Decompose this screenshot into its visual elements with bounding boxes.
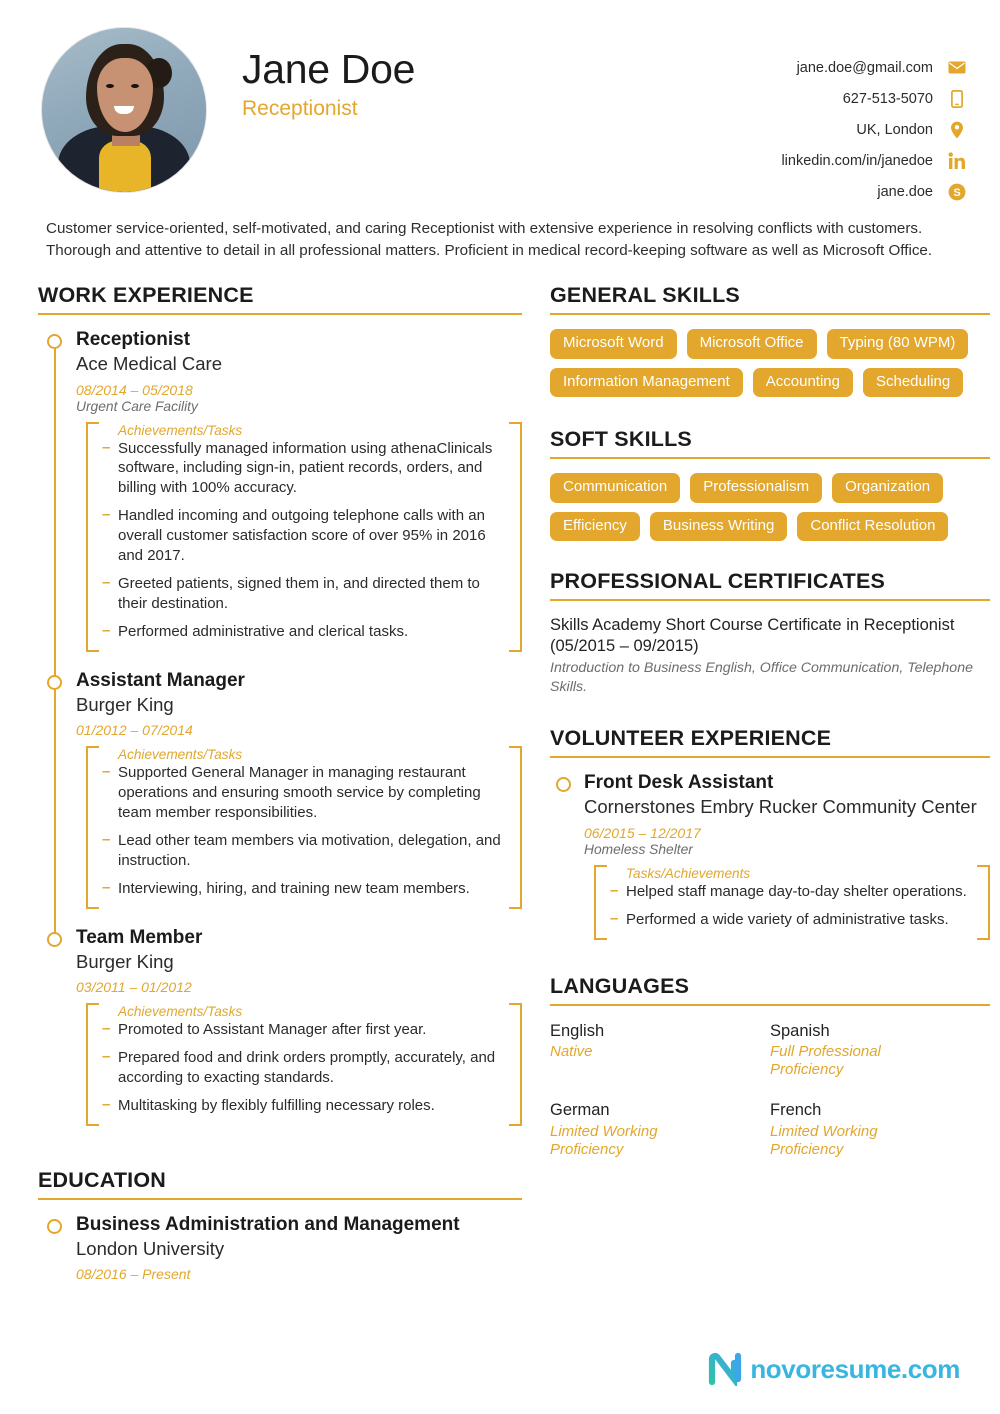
- list-item: – Interviewing, hiring, and training new team members.: [102, 879, 504, 899]
- work-organization: Burger King: [76, 950, 174, 972]
- education-degree: Business Administration and Management: [76, 1214, 460, 1236]
- professional-summary: Customer service-oriented, self-motivated, and caring Receptionist with extensive experience in resolving conflicts with customers. Thorough and attentive to detail in all professional matters. Proficient in medical record-keeping software as well as Microsoft Office.: [46, 220, 933, 259]
- list-item: – Prepared food and drink orders promptly, accurately, and according to exacting standards.: [102, 1048, 504, 1088]
- achievements-list: [102, 1020, 504, 1116]
- contact-skype-text: jane.doe: [877, 183, 933, 200]
- section-divider: [38, 313, 522, 315]
- list-item: – Lead other team members via motivation, delegation, and instruction.: [102, 831, 504, 871]
- contact-phone-text: 627-513-5070: [842, 90, 933, 107]
- contact-linkedin-text: linkedin.com/in/janedoe: [781, 152, 933, 169]
- language-name: German: [550, 1101, 610, 1120]
- timeline-line: [54, 688, 56, 933]
- section-divider: [550, 313, 990, 315]
- work-date-range: 08/2014 – 05/2018: [76, 381, 193, 398]
- section-divider: [550, 756, 990, 758]
- right-column: [550, 283, 990, 1286]
- contact-location-text: UK, London: [856, 121, 933, 138]
- list-item: – Supported General Manager in managing restaurant operations and ensuring smooth service by completing team member responsibilities.: [102, 763, 504, 823]
- skill-chip: Information Management: [550, 368, 743, 398]
- work-date-range: 01/2012 – 07/2014: [76, 722, 193, 739]
- section-title-certificates: PROFESSIONAL CERTIFICATES: [550, 569, 886, 594]
- achievements-list: [102, 763, 504, 899]
- language-level: Limited Working Proficiency: [770, 1123, 878, 1159]
- skill-chip: Professionalism: [690, 473, 822, 503]
- section-divider: [550, 599, 990, 601]
- work-meta: Urgent Care Facility: [76, 398, 198, 414]
- volunteer-role: Front Desk Assistant: [584, 772, 774, 794]
- education-date-range: 08/2016 – Present: [76, 1266, 191, 1283]
- section-title-volunteer: VOLUNTEER EXPERIENCE: [550, 726, 832, 751]
- achievements-list: [102, 439, 504, 642]
- page-title: Jane Doe: [242, 46, 416, 92]
- work-entry: [38, 329, 522, 670]
- language-name: French: [770, 1101, 822, 1120]
- timeline-marker-icon: [47, 932, 62, 947]
- section-certificates: [550, 569, 990, 696]
- list-item: – Helped staff manage day-to-day shelter operations.: [610, 882, 972, 902]
- work-organization: Ace Medical Care: [76, 352, 223, 374]
- work-role: Team Member: [76, 926, 203, 948]
- education-school: London University: [76, 1237, 225, 1259]
- tasks-bracket: [594, 865, 990, 940]
- list-item: – Handled incoming and outgoing telephone calls with an overall customer satisfaction score of over 95% in 2016 and 2017.: [102, 506, 504, 566]
- mobile-phone-icon: [947, 89, 966, 108]
- list-item: – Promoted to Assistant Manager after first year.: [102, 1020, 504, 1040]
- achievements-bracket: [86, 1003, 522, 1126]
- skill-chip: Organization: [832, 473, 943, 503]
- section-general-skills: [550, 283, 990, 397]
- work-role: Receptionist: [76, 329, 191, 351]
- skype-icon: [947, 182, 966, 201]
- section-work-experience: [38, 283, 522, 1126]
- volunteer-entry: [550, 772, 990, 939]
- timeline-marker-icon: [47, 1219, 62, 1234]
- avatar-eye-left: [106, 84, 114, 88]
- work-entry: [38, 670, 522, 927]
- work-date-range: 03/2011 – 01/2012: [76, 979, 192, 996]
- achievements-bracket: [86, 422, 522, 652]
- section-soft-skills: [550, 427, 990, 541]
- list-item: – Multitasking by flexibly fulfilling necessary roles.: [102, 1096, 504, 1116]
- soft-skills-list: [550, 473, 990, 541]
- skill-chip: Typing (80 WPM): [827, 329, 969, 359]
- contact-item-skype[interactable]: [781, 176, 966, 207]
- language-item: [550, 1022, 760, 1080]
- language-level: Full Professional Proficiency: [770, 1043, 881, 1079]
- certificate-title: Skills Academy Short Course Certificate in Receptionist (05/2015 – 09/2015): [550, 616, 955, 656]
- skill-chip: Accounting: [753, 368, 853, 398]
- contact-item-location[interactable]: [781, 114, 966, 145]
- volunteer-meta: Homeless Shelter: [584, 841, 693, 857]
- section-title-work-experience: WORK EXPERIENCE: [38, 283, 254, 308]
- volunteer-organization: Cornerstones Embry Rucker Community Center: [584, 796, 977, 818]
- certificate-description: Introduction to Business English, Office Communication, Telephone Skills.: [550, 660, 973, 695]
- achievements-label: Achievements/Tasks: [118, 747, 243, 763]
- certificate-entry: [550, 615, 990, 696]
- achievements-label: Achievements/Tasks: [118, 1004, 243, 1020]
- section-title-languages: LANGUAGES: [550, 973, 690, 998]
- resume-body: [30, 283, 977, 1286]
- timeline-marker-icon: [47, 675, 62, 690]
- linkedin-icon: [947, 151, 966, 170]
- languages-grid: [550, 1020, 990, 1160]
- location-pin-icon: [947, 120, 966, 139]
- contact-item-linkedin[interactable]: [781, 145, 966, 176]
- novoresume-logo[interactable]: [708, 1352, 960, 1386]
- list-item: – Performed a wide variety of administrative tasks.: [610, 910, 972, 930]
- job-title: Receptionist: [242, 97, 358, 121]
- work-role: Assistant Manager: [76, 669, 245, 691]
- timeline-line: [54, 347, 56, 676]
- skill-chip: Microsoft Word: [550, 329, 677, 359]
- section-education: [38, 1168, 522, 1282]
- skill-chip: Communication: [550, 473, 680, 503]
- education-entry: [38, 1214, 522, 1282]
- section-divider: [550, 1004, 990, 1006]
- contact-email-text: jane.doe@gmail.com: [796, 59, 933, 76]
- contact-list: [781, 22, 970, 207]
- contact-item-phone[interactable]: [781, 83, 966, 114]
- list-item: – Performed administrative and clerical tasks.: [102, 622, 504, 642]
- language-item: [770, 1101, 990, 1159]
- work-organization: Burger King: [76, 693, 174, 715]
- language-level: Limited Working Proficiency: [550, 1123, 658, 1159]
- work-entry: [38, 927, 522, 1126]
- avatar-shirt: [99, 140, 151, 192]
- timeline-marker-icon: [47, 334, 62, 349]
- avatar: [42, 28, 206, 192]
- section-title-education: EDUCATION: [38, 1168, 167, 1193]
- language-name: Spanish: [770, 1021, 830, 1040]
- svg-text:S: S: [952, 186, 961, 199]
- email-icon: [947, 58, 966, 77]
- tasks-list: [610, 882, 972, 930]
- left-column: [30, 283, 522, 1286]
- language-name: English: [550, 1021, 605, 1040]
- language-item: [770, 1022, 990, 1080]
- section-divider: [38, 1198, 522, 1200]
- avatar-eye-right: [131, 84, 139, 88]
- volunteer-date-range: 06/2015 – 12/2017: [584, 824, 701, 841]
- language-item: [550, 1101, 760, 1159]
- section-title-general-skills: GENERAL SKILLS: [550, 283, 740, 308]
- skill-chip: Business Writing: [650, 512, 787, 542]
- name-block: [242, 22, 415, 121]
- skill-chip: Efficiency: [550, 512, 640, 542]
- resume-header: [30, 0, 970, 200]
- timeline-marker-icon: [556, 777, 571, 792]
- skill-chip: Conflict Resolution: [797, 512, 948, 542]
- section-title-soft-skills: SOFT SKILLS: [550, 427, 692, 452]
- achievements-label: Achievements/Tasks: [118, 422, 243, 438]
- general-skills-list: [550, 329, 990, 397]
- novoresume-wordmark: novoresume.com: [750, 1353, 960, 1384]
- list-item: – Successfully managed information using athenaClinicals software, including sign-in, patient records, orders, and billing with 100% accuracy.: [102, 439, 504, 499]
- achievements-bracket: [86, 746, 522, 909]
- list-item: – Greeted patients, signed them in, and directed them to their destination.: [102, 574, 504, 614]
- language-level: Native: [550, 1043, 593, 1061]
- section-divider: [550, 457, 990, 459]
- skill-chip: Scheduling: [863, 368, 963, 398]
- novoresume-mark-icon: [708, 1352, 742, 1386]
- contact-item-email[interactable]: [781, 52, 966, 83]
- section-volunteer-experience: [550, 726, 990, 939]
- skill-chip: Microsoft Office: [687, 329, 817, 359]
- tasks-label: Tasks/Achievements: [626, 865, 751, 881]
- section-languages: [550, 974, 990, 1160]
